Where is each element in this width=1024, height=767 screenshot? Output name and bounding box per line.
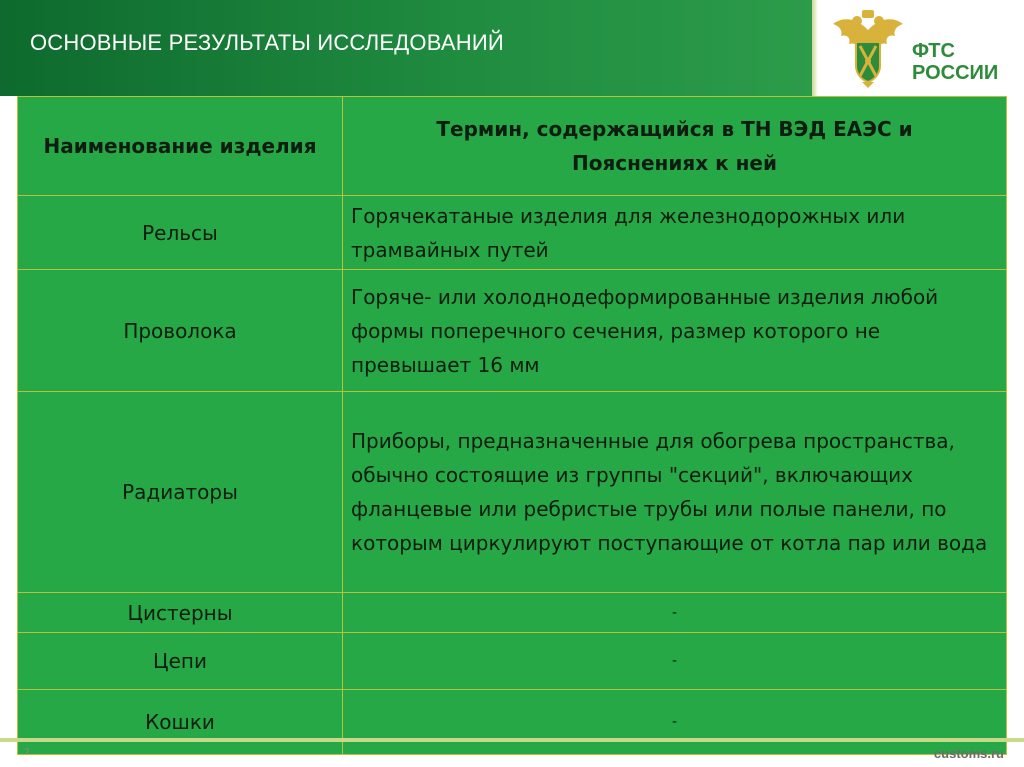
logo-text bbox=[912, 40, 998, 84]
header-term: Термин, содержащийся в ТН ВЭД ЕАЭС и Пояснениях к ней bbox=[343, 97, 1007, 196]
table-row bbox=[18, 392, 1007, 593]
slide-title: ОСНОВНЫЕ РЕЗУЛЬТАТЫ ИССЛЕДОВАНИЙ bbox=[30, 30, 504, 55]
table-row bbox=[18, 690, 1007, 755]
slide-header bbox=[0, 0, 812, 96]
table-row bbox=[18, 270, 1007, 392]
page-number: 7 bbox=[24, 748, 30, 758]
cell-product-name: Радиаторы bbox=[18, 392, 343, 593]
table-row bbox=[18, 196, 1007, 270]
cell-term: Горячекатаные изделия для железнодорожных или трамвайных путей bbox=[343, 196, 1007, 270]
cell-term: - bbox=[343, 690, 1007, 755]
cell-term: - bbox=[343, 593, 1007, 633]
logo-separator bbox=[812, 0, 818, 96]
cell-product-name: Цепи bbox=[18, 633, 343, 690]
cell-product-name: Цистерны bbox=[18, 593, 343, 633]
cell-term: - bbox=[343, 633, 1007, 690]
cell-product-name: Кошки bbox=[18, 690, 343, 755]
table-row bbox=[18, 633, 1007, 690]
cell-term: Приборы, предназначенные для обогрева пространства, обычно состоящие из группы "секций", включающих фланцевые или ребристые трубы или полые панели, по которым циркулируют поступающие от котла пар или вода bbox=[343, 392, 1007, 593]
results-table bbox=[17, 96, 1007, 755]
footer-url: customs.ru bbox=[933, 746, 1004, 761]
cell-product-name: Проволока bbox=[18, 270, 343, 392]
table-row bbox=[18, 593, 1007, 633]
logo-text-line1: ФТС bbox=[912, 40, 955, 62]
logo-text-line2: РОССИИ bbox=[912, 62, 999, 84]
double-headed-eagle-emblem-icon bbox=[829, 8, 907, 88]
table-header-row bbox=[18, 97, 1007, 196]
header-product-name: Наименование изделия bbox=[18, 97, 343, 196]
footer-line bbox=[0, 738, 1024, 742]
cell-term: Горяче- или холоднодеформированные изделия любой формы поперечного сечения, размер которого не превышает 16 мм bbox=[343, 270, 1007, 392]
cell-product-name: Рельсы bbox=[18, 196, 343, 270]
